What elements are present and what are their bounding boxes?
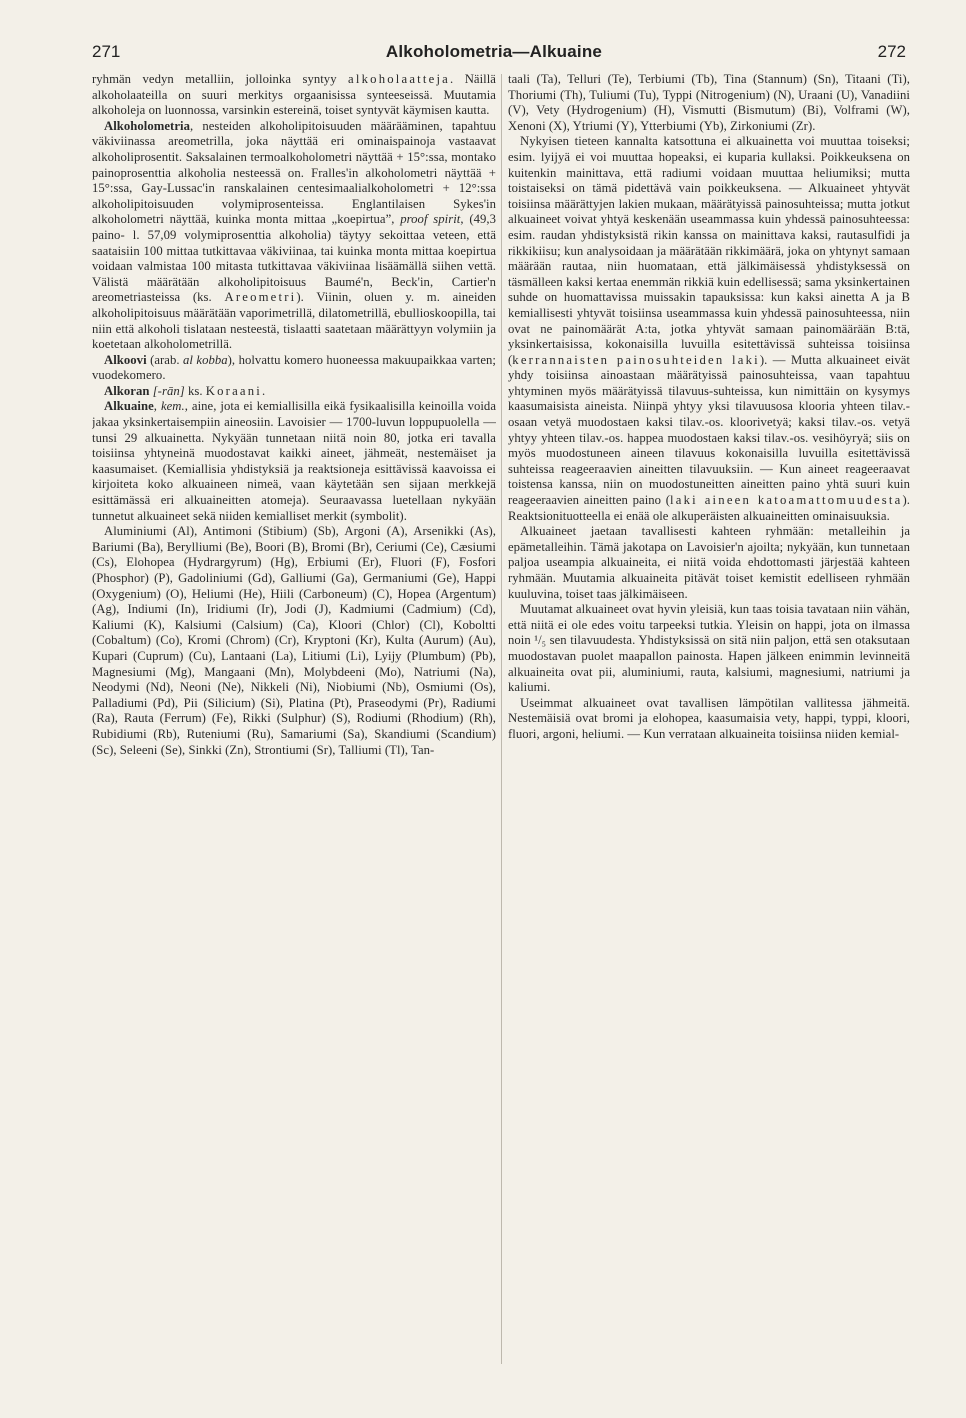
element-list-continued: taali (Ta), Telluri (Te), Terbiumi (Tb), Tina (Stannum) (Sn), Titaani (Ti), Thoriumi (Th), Tuliumi (Tu), Typpi (Nitrogenium) (N), Uraani (U), Vanadiini (V), Vety (Hydrogenium) (H), Vismutti (Bismutum) (Bi), Volframi (W), Xenoni (X), Ytriumi (Y), Ytterbiumi (Yb), Zirkoniumi (Zr). xyxy=(508,72,910,133)
paragraph-classification: Alkuaineet jaetaan tavallisesti kahteen ryhmään: metalleihin ja epämetalleihin. Tämä jakotapa on Lavoisier'n ajoilta; nykyään, kun tunnetaan paljoa useampia alkuaineita, ei niitä voida ehdottomasti järjestää kahteen ryhmään. Muutamia alkuaineita pitävät toiset kemistit edelliseen ryhmään kuuluvina, toiset taas jälkimäiseen. xyxy=(508,524,910,601)
left-column xyxy=(92,72,496,1372)
page-header xyxy=(82,38,906,66)
headword-alkoran: Alkoran xyxy=(104,383,150,398)
headword-alkoovi: Alkoovi xyxy=(104,352,147,367)
entry-alkoholometria: Alkoholometria, nesteiden alkoholipitoisuuden määrääminen, tapahtuu väkiviinassa areometrilla, joka näyttää eri ominaispainoja vastaavat alkoholiprosentit. Saksalainen termoalkoholometri näyttää + 15°:ssa, montako painoprosenttia alkoholia nesteessä on. Fralles'in alkoholometri näyttää + 15°:ssa, Gay-Lussac'in ranskalainen centesimaalialkoholometri + 12°:ssa alkoholipitoisuuden volymiprosenteissa. Englantilaisen Sykes'in alkoholometri näyttää, kuinka monta mittaa „koepirtua”, proof spirit, (49,3 paino- l. 57,09 volymiprosenttia alkoholia) täytyy sekoittaa veteen, että saataisiin 100 mittaa tutkittavaa väkiviinaa, tai kuinka monta mittaa koepirtua voidaan valmistaa 100 mitasta tutkittavaa väkiviinaa lisäämällä siihen vettä. Välistä määrätään alkoholipitoisuus Baumé'n, Beck'in, Cartier'n areometriasteissa (ks. Areometri). Viinin, oluen y. m. aineiden alkoholipitoisuus määrätään vaporimetrillä, dilatometrillä, ebullioskoopilla, tai niin että alkoholi tislataan nesteestä, tislaatti saatetaan määrättyyn volymiin ja koetetaan alkoholometrillä. xyxy=(92,118,496,352)
page-number-right: 272 xyxy=(877,42,906,61)
headword-alkoholometria: Alkoholometria xyxy=(104,118,190,133)
entry-alkoovi: Alkoovi (arab. al kobba), holvattu komero huoneessa makuupaikkaa varten; vuodekomero. xyxy=(92,352,496,383)
running-title: Alkoholometria—Alkuaine xyxy=(385,42,603,61)
paragraph-laws: Nykyisen tieteen kannalta katsottuna ei alkuainetta voi muuttaa toiseksi; esim. lyijyä ei voi muuttaa hopeaksi, ei kuparia kullaksi. Poikkeuksena on kuitenkin mainittava, että radiumi voidaan muuttaa heliumiksi; mutta toistaiseksi on tämä pidettävä vain poikkeuksena. — Alkuaineet yhtyvät toisiinsa määrättyjen lakien mukaan, määrätyissä painosuhteissa; mutta jotkut alkuaineet voivat yhtyä keskenään useammassa kuin yhdessä painosuhteessa: esim. raudan yhdistyksistä rikin kanssa on mainittava kaksi, rautasulfidi ja rikkikiisu; kun analysoidaan ja määrätään rikkimäärä, joka on yhtynyt samaan määrään rautaa, niin huomataan, että jälkimäisessä yhdistyksessä on täsmälleen kaksi kertaa enemmän rikkiä kuin edellisessä; sama yksinkertainen suhde on huomattavissa muissakin tapauksissa: kun kaksi ainetta A ja B kemiallisesti yhtyvät toisiinsa useammassa kuin yhdessä painosuhteessa, niin ovat ne painomäärät A:ta, jotka yhtyvät samaan painomäärään B:tä, yksinkertaisissa, kokonaisilla luvuilla esitettävissä suhteissa toisiinsa (kerrannaisten painosuhteiden laki). — Mutta alkuaineet eivät yhdy toisiinsa ainoastaan määrätyissä painosuhteissa, vaan tapahtuu yhtyminen myös määrätyissä tilavuus-suhteissa, kun nimittäin on kysymys kaasumaisista aineista. Niinpä yhtyy yksi tilavuusosa klooria yhteen tilav.-osaan vetyä muodostaen kaksi tilav.-os. kloorivetyä; kaksi tilav.-os. vetyä yhtyy yhteen tilav.-os. happea muodostaen kaksi tilav.-os. vesihöyryä; siis on myös muodostuneen aineen tilavuus kokonaisilla luvuilla esitettävissä suhteissa reageeraavien aineitten tilavuuksiin. — Kun aineet reageeraavat toistensa kanssa, niin on muodostuneitten aineitten paino yhtä suuri kuin reageeraavien aineitten paino (laki aineen katoamattomuudesta). Reaktsionituotteella ei enää ole alkuperäisten alkuaineitten ominaisuuksia. xyxy=(508,134,910,523)
entry-alkuaine: Alkuaine, kem., aine, jota ei kemiallisilla eikä fysikaalisilla keinoilla voida jakaa yksinkertaisempiin aineosiin. Lavoisier — 1700-luvun loppupuolella — tunsi 29 alkuainetta. Nykyään tunnetaan niitä noin 80, jotka eri tavalla toisiinsa yhtyneinä muodostavat kaikki aineet, jähmeät, nestemäiset ja kaasumaiset. (Kemiallisia yhdistyksiä ja reaktsioneja esittävissä kaavoissa ei kirjoiteta koko alkuaineen nimeä, vaan käytetään sen sijaan merkkejä esittämässä eri alkuaineitten atomeja). Seuraavassa luetellaan nykyään tunnetut alkuaineet sekä niiden kemialliset merkit (symbolit). xyxy=(92,399,496,523)
paragraph-alkoholaatit: ryhmän vedyn metalliin, jolloinka syntyy alkoholaatteja. Näillä alkoholaateilla on suuri merkitys orgaanisissa synteeseissä. Muutamia alkoholeja on luonnossa, varsinkin estereinä, toiset syntyvät käymisen kautta. xyxy=(92,72,496,118)
paragraph-abundance: Muutamat alkuaineet ovat hyvin yleisiä, kun taas toisia tavataan niin vähän, että niitä ei ole edes voitu tarpeeksi tutkia. Yleisin on happi, jota on ilmassa noin ¹/₅ sen tilavuudesta. Yhdistyksissä on sitä niin paljon, että sen otaksutaan muodostavan puolet maapallon painosta. Hapen jälkeen enimmin levinneitä alkuaineita ovat pii, aluminiumi, rauta, kalsiumi, magnesiumi, natriumi ja kaliumi. xyxy=(508,602,910,695)
paragraph-states: Useimmat alkuaineet ovat tavallisen lämpötilan vallitessa jähmeitä. Nestemäisiä ovat bromi ja elohopea, kaasumaisia vety, happi, typpi, kloori, fluori, argoni, heliumi. — Kun verrataan alkuaineita toisiinsa niiden kemial- xyxy=(508,695,910,741)
element-list: Aluminiumi (Al), Antimoni (Stibium) (Sb), Argoni (A), Arsenikki (As), Bariumi (Ba), Berylliumi (Be), Boori (B), Bromi (Br), Ceriumi (Ce), Cæsiumi (Cs), Elohopea (Hydrargyrum) (Hg), Erbiumi (Er), Fluori (F), Fosfori (Phosphor) (P), Gadoliniumi (Gd), Galliumi (Ga), Germaniumi (Ge), Happi (Oxygenium) (O), Heliumi (He), Hiili (Carboneum) (C), Hopea (Argentum) (Ag), Indiumi (In), Iridiumi (Ir), Jodi (J), Kadmiumi (Cadmium) (Cd), Kaliumi (K), Kalsiumi (Calsium) (Ca), Kloori (Chlor) (Cl), Koboltti (Cobaltum) (Co), Kromi (Chrom) (Cr), Kryptoni (Kr), Kulta (Aurum) (Au), Kupari (Cuprum) (Cu), Lantaani (La), Litiumi (Li), Lyijy (Plumbum) (Pb), Magnesiumi (Mg), Mangaani (Mn), Molybdeeni (Mo), Natriumi (Na), Neodymi (Nd), Neoni (Ne), Nikkeli (Ni), Niobiumi (Nb), Osmiumi (Os), Palladiumi (Pd), Pii (Silicium) (Si), Platina (Pt), Praseodymi (Pr), Radiumi (Ra), Rauta (Ferrum) (Fe), Rikki (Sulphur) (S), Rodiumi (Rhodium) (Rh), Rubidiumi (Rb), Ruteniumi (Ru), Samariumi (Sa), Skandiumi (Scandium) (Sc), Seleeni (Se), Sinkki (Zn), Strontiumi (Sr), Talliumi (Tl), Tan- xyxy=(92,524,496,757)
headword-alkuaine: Alkuaine xyxy=(104,399,154,414)
column-divider xyxy=(501,74,502,1364)
right-column xyxy=(508,72,910,1372)
page-number-left: 271 xyxy=(92,42,121,61)
entry-alkoran: Alkoran [-rān] ks. Koraani. xyxy=(104,383,266,398)
